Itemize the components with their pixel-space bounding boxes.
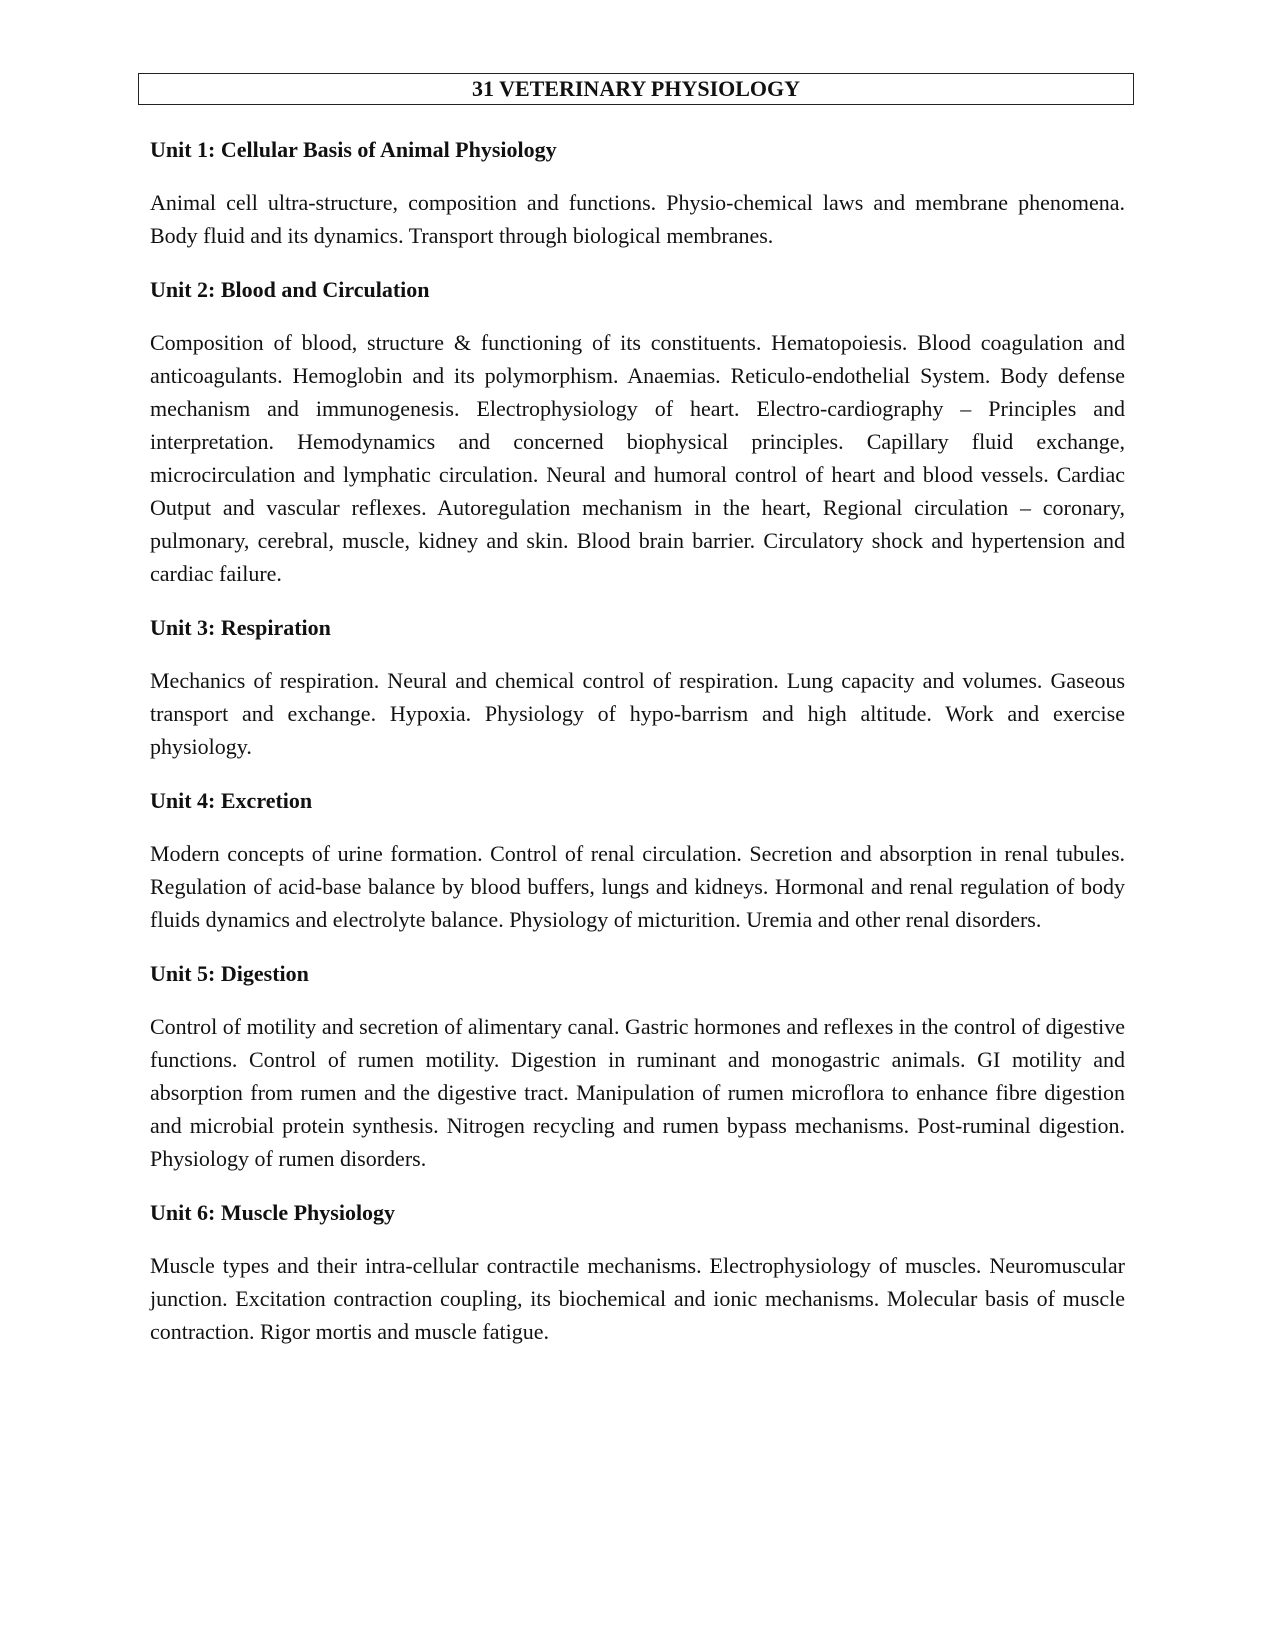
unit-heading: Unit 2: Blood and Circulation bbox=[150, 277, 430, 302]
unit-body: Control of motility and secretion of alimentary canal. Gastric hormones and reflexes in the control of digestive functions. Control of rumen motility. Digestion in ruminant and monogastric animals. GI motility and absorption from rumen and the digestive tract. Manipulation of rumen microflora to enhance fibre digestion and microbial protein synthesis. Nitrogen recycling and rumen bypass mechanisms. Post-ruminal digestion. Physiology of rumen disorders. bbox=[150, 1014, 1125, 1171]
unit-heading: Unit 1: Cellular Basis of Animal Physiology bbox=[150, 137, 557, 162]
unit-body: Muscle types and their intra-cellular contractile mechanisms. Electrophysiology of muscles. Neuromuscular junction. Excitation contraction coupling, its biochemical and ionic mechanisms. Molecular basis of muscle contraction. Rigor mortis and muscle fatigue. bbox=[150, 1253, 1125, 1344]
unit-heading: Unit 3: Respiration bbox=[150, 615, 331, 640]
unit-1-section bbox=[150, 133, 1125, 252]
unit-4-section bbox=[150, 784, 1125, 936]
unit-3-section bbox=[150, 611, 1125, 763]
unit-body: Composition of blood, structure & functioning of its constituents. Hematopoiesis. Blood coagulation and anticoagulants. Hemoglobin and its polymorphism. Anaemias. Reticulo-endothelial System. Body defense mechanism and immunogenesis. Electrophysiology of heart. Electro-cardiography – Principles and interpretation. Hemodynamics and concerned biophysical principles. Capillary fluid exchange, microcirculation and lymphatic circulation. Neural and humoral control of heart and blood vessels. Cardiac Output and vascular reflexes. Autoregulation mechanism in the heart, Regional circulation – coronary, pulmonary, cerebral, muscle, kidney and skin. Blood brain barrier. Circulatory shock and hypertension and cardiac failure. bbox=[150, 330, 1125, 586]
unit-6-section bbox=[150, 1196, 1125, 1348]
unit-heading: Unit 4: Excretion bbox=[150, 788, 313, 813]
unit-body: Mechanics of respiration. Neural and chemical control of respiration. Lung capacity and volumes. Gaseous transport and exchange. Hypoxia. Physiology of hypo-barrism and high altitude. Work and exercise physiology. bbox=[150, 668, 1125, 759]
unit-heading: Unit 6: Muscle Physiology bbox=[150, 1200, 396, 1225]
syllabus-content bbox=[150, 133, 1125, 1369]
page-title: 31 VETERINARY PHYSIOLOGY bbox=[138, 73, 1134, 105]
unit-body: Modern concepts of urine formation. Control of renal circulation. Secretion and absorption in renal tubules. Regulation of acid-base balance by blood buffers, lungs and kidneys. Hormonal and renal regulation of body fluids dynamics and electrolyte balance. Physiology of micturition. Uremia and other renal disorders. bbox=[150, 841, 1125, 932]
unit-heading: Unit 5: Digestion bbox=[150, 961, 309, 986]
unit-5-section bbox=[150, 957, 1125, 1175]
unit-body: Animal cell ultra-structure, composition and functions. Physio-chemical laws and membrane phenomena. Body fluid and its dynamics. Transport through biological membranes. bbox=[150, 190, 1125, 248]
unit-2-section bbox=[150, 273, 1125, 590]
